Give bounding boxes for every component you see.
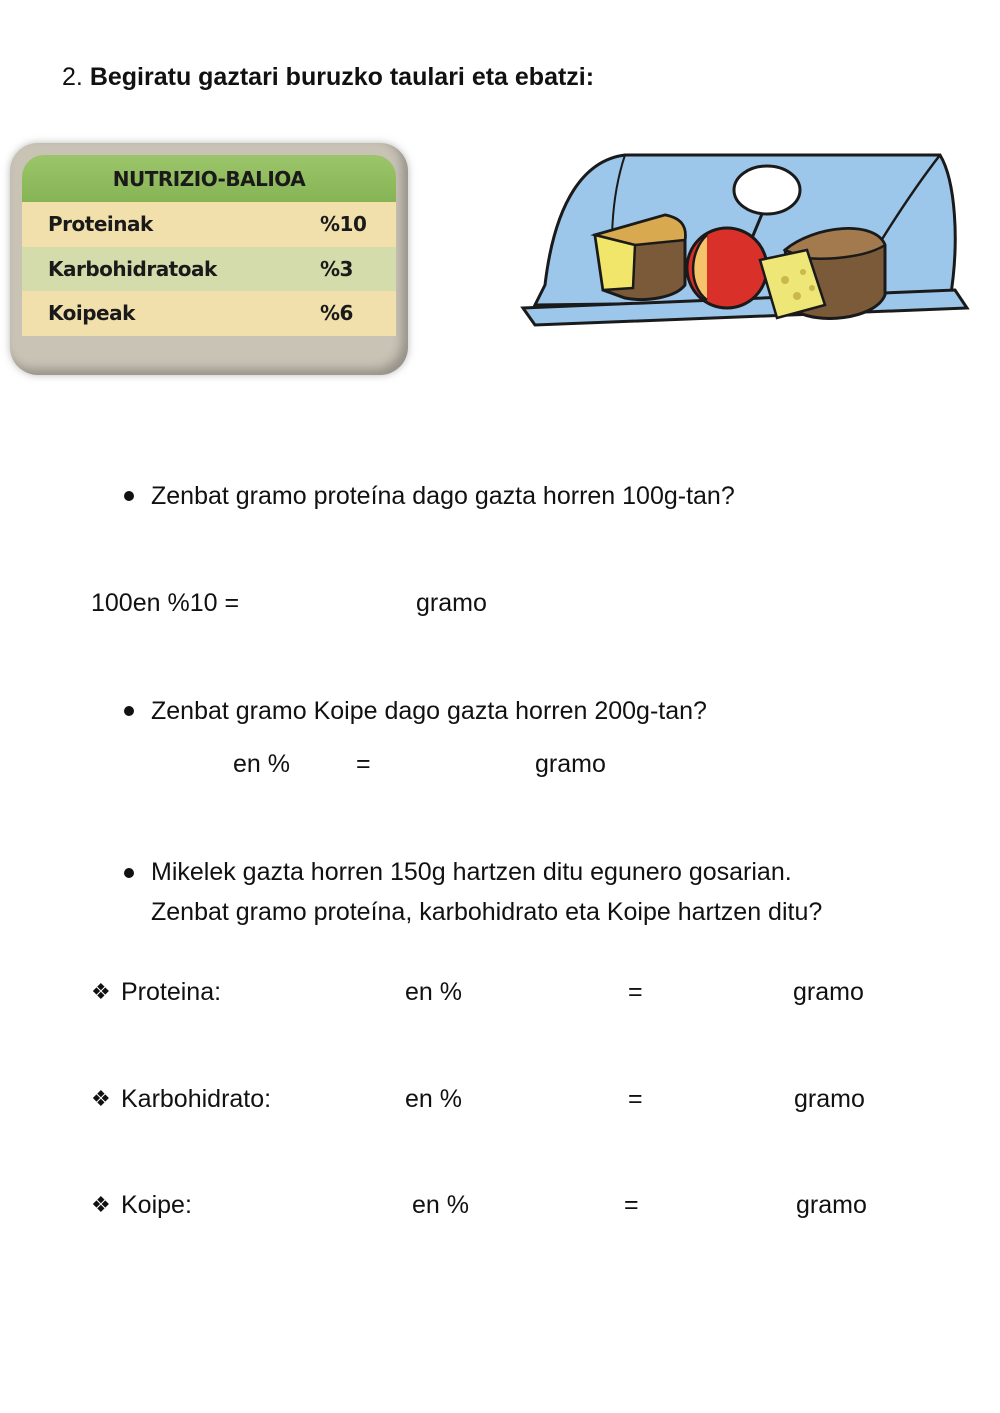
item-equals: = (628, 1085, 643, 1113)
bullet-icon (124, 706, 134, 716)
nutrition-value: %3 (320, 256, 353, 281)
nutrition-value: %6 (320, 301, 353, 326)
exercise-title: Begiratu gaztari buruzko taulari eta ebatzi: (89, 63, 595, 91)
nutrition-label: Proteinak (48, 212, 153, 237)
item-part: en % (405, 978, 462, 1006)
answer-2-part: en % (233, 750, 290, 778)
item-label-fat: Koipe: (121, 1191, 192, 1219)
diamond-bullet-icon: ❖ (91, 1192, 111, 1217)
answer-1-unit: gramo (416, 589, 487, 617)
item-label-carbohydrate: Karbohidrato: (121, 1085, 272, 1113)
nutrition-table-header: NUTRIZIO-BALIOA (22, 155, 396, 202)
nutrition-label: Koipeak (48, 301, 135, 326)
diamond-bullet-icon: ❖ (91, 979, 111, 1004)
item-label-protein: Proteina: (121, 978, 222, 1006)
bullet-icon (124, 491, 134, 501)
nutrition-row-carbohydrates (22, 247, 396, 292)
nutrition-row-fats (22, 291, 396, 336)
question-3-line-2: Zenbat gramo proteína, karbohidrato eta Koipe hartzen ditu? (151, 898, 823, 926)
item-unit: gramo (796, 1191, 867, 1219)
exercise-heading (62, 63, 594, 92)
cheese-display-illustration (515, 140, 975, 360)
answer-2-unit: gramo (535, 750, 606, 778)
bullet-icon (124, 868, 134, 878)
nutrition-row-proteins (22, 202, 396, 247)
exercise-number: 2. (62, 63, 83, 91)
item-equals: = (624, 1191, 639, 1219)
item-unit: gramo (794, 1085, 865, 1113)
question-2: Zenbat gramo Koipe dago gazta horren 200g-tan? (151, 697, 707, 725)
item-part: en % (412, 1191, 469, 1219)
question-1: Zenbat gramo proteína dago gazta horren 100g-tan? (151, 482, 735, 510)
diamond-bullet-icon: ❖ (91, 1086, 111, 1111)
item-part: en % (405, 1085, 462, 1113)
nutrition-label: Karbohidratoak (48, 256, 217, 281)
answer-1-expression: 100en %10 = (91, 589, 240, 617)
item-unit: gramo (793, 978, 864, 1006)
answer-2-equals: = (356, 750, 371, 778)
question-3-line-1: Mikelek gazta horren 150g hartzen ditu egunero gosarian. (151, 858, 792, 886)
item-equals: = (628, 978, 643, 1006)
nutrition-value: %10 (320, 212, 367, 237)
nutrition-table (10, 143, 408, 375)
